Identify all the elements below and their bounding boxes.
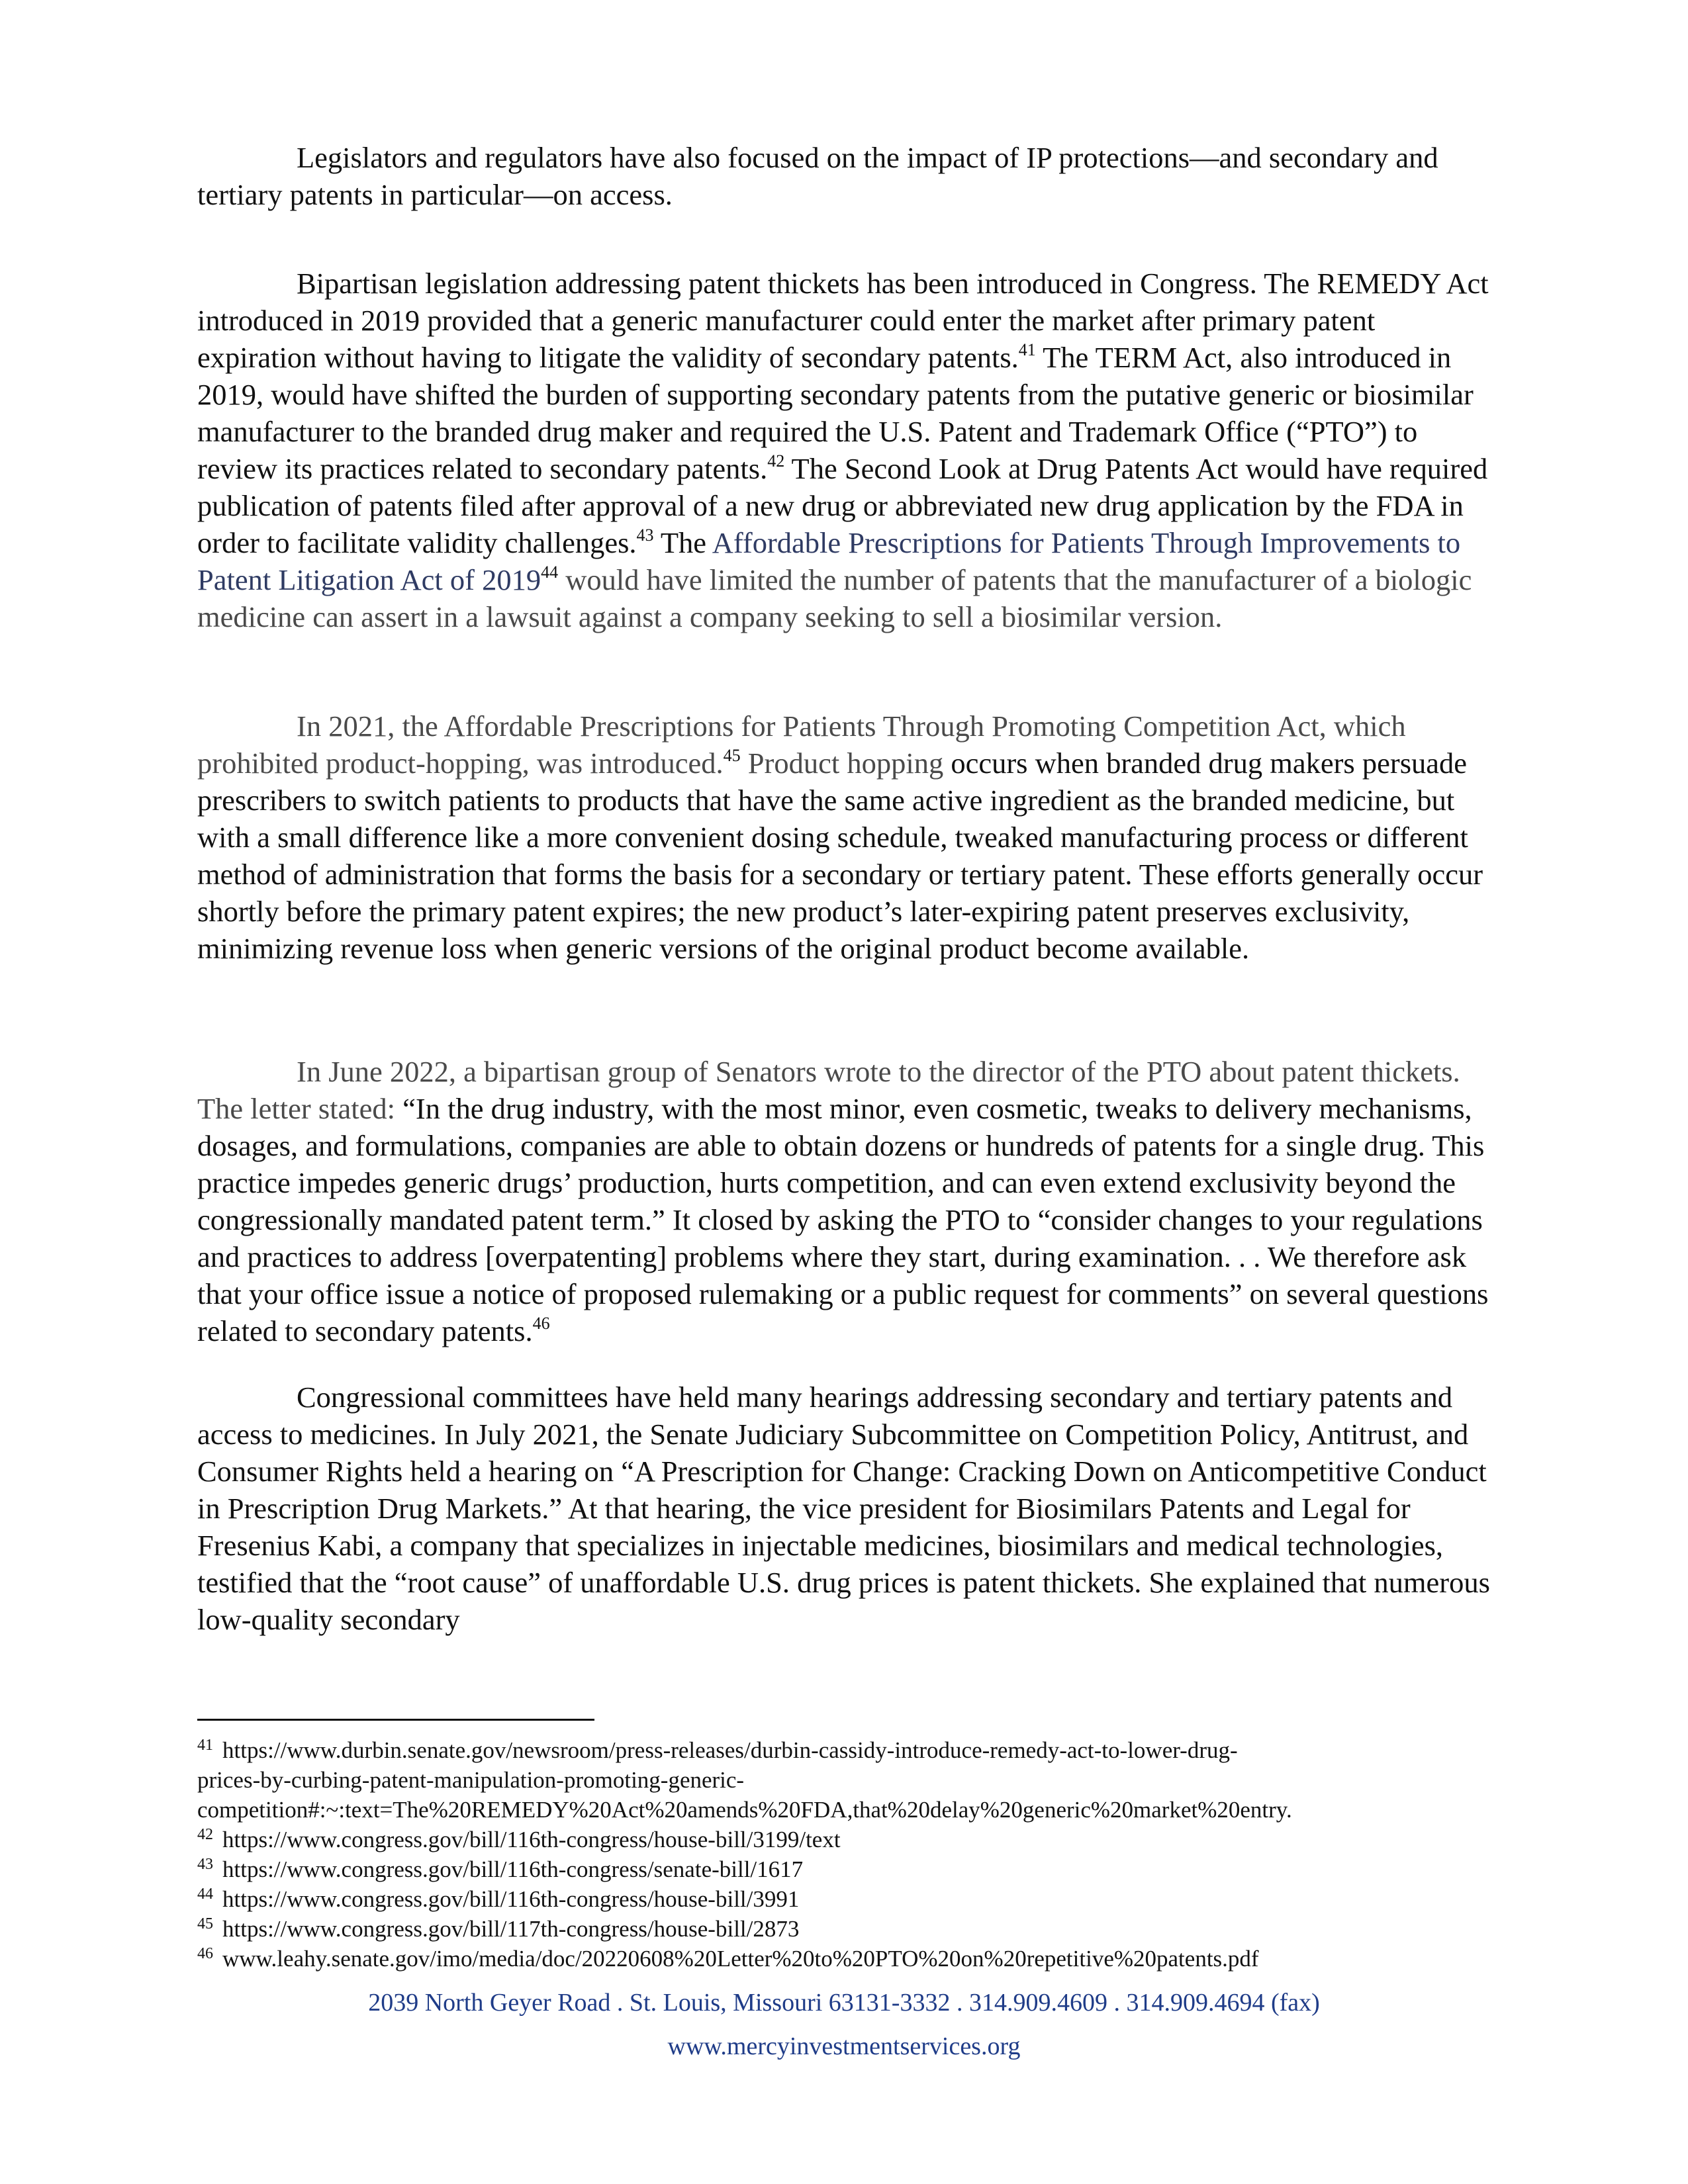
footnote-ref-44[interactable]: 44 bbox=[541, 563, 559, 582]
paragraph-text: The Second Look at Drug Patents Act would have required publication of patents filed after approval of a new drug or abbreviated new drug application by the FDA in order to facilitate validity challenges. bbox=[197, 452, 1488, 559]
footnote-link[interactable]: https://www.congress.gov/bill/117th-congress/house-bill/2873 bbox=[222, 1916, 800, 1942]
paragraph-text: “In the drug industry, with the most minor, even cosmetic, tweaks to delivery mechanisms, dosages, and formulations, companies are able to obtain dozens or hundreds of patents for a single drug. This practice impedes generic drugs’ production, hurts competition, and can even extend exclusivity beyond the congressionally mandated patent term.” It closed by asking the PTO to “consider changes to your regulations and practices to address [overpatenting] problems where they start, during examination. . . We therefore ask that your office issue a notice of proposed rulemaking or a public request for comments” on several questions related to secondary patents. bbox=[197, 1092, 1489, 1347]
footnote-ref-41[interactable]: 41 bbox=[1018, 340, 1036, 359]
act-link[interactable]: Affordable Prescriptions for Patients Through Improvements to Patent Litigation Act of 2019 bbox=[197, 526, 1461, 596]
footnote-link[interactable]: https://www.congress.gov/bill/116th-congress/senate-bill/1617 bbox=[222, 1856, 804, 1882]
paragraph-text: The TERM Act, also introduced in 2019, would have shifted the burden of supporting secondary patents from the putative generic or biosimilar manufacturer to the branded drug maker and required the U.S. Patent and Trademark Office (“PTO”) to review its practices related to secondary patents. bbox=[197, 341, 1474, 485]
footnote-ref-42[interactable]: 42 bbox=[767, 451, 785, 471]
footnotes-section bbox=[197, 1735, 1495, 1974]
footnote-ref-46[interactable]: 46 bbox=[532, 1314, 550, 1333]
footnote-link[interactable]: www.leahy.senate.gov/imo/media/doc/20220608%20Letter%20to%20PTO%20on%20repetitive%20patents.pdf bbox=[222, 1946, 1259, 1972]
paragraph-ip-protections bbox=[197, 139, 1495, 213]
footnote-44: 44 https://www.congress.gov/bill/116th-congress/house-bill/3991 bbox=[197, 1886, 800, 1912]
paragraph-text: Legislators and regulators have also focused on the impact of IP protections—and secondary and tertiary patents in particular—on access. bbox=[197, 141, 1438, 211]
footer-address: 2039 North Geyer Road . St. Louis, Missouri 63131-3332 . 314.909.4609 . 314.909.4694 (fax) bbox=[368, 1989, 1320, 2017]
footnote-link[interactable]: prices-by-curbing-patent-manipulation-promoting-generic- bbox=[197, 1767, 745, 1793]
paragraph-text: The bbox=[653, 526, 712, 559]
paragraph-senators-letter bbox=[197, 1053, 1495, 1349]
paragraph-text: In June 2022, a bipartisan group of Senators wrote to the director of the PTO about patent thickets. The letter stated: bbox=[197, 1055, 1460, 1125]
footnote-link[interactable]: https://www.durbin.senate.gov/newsroom/press-releases/durbin-cassidy-introduce-remedy-act-to-lower-drug- bbox=[222, 1737, 1238, 1763]
footnote-link[interactable]: competition#:~:text=The%20REMEDY%20Act%20amends%20FDA,that%20delay%20generic%20market%20entry. bbox=[197, 1797, 1292, 1823]
footnote-46: 46 www.leahy.senate.gov/imo/media/doc/20220608%20Letter%20to%20PTO%20on%20repetitive%20patents.pdf bbox=[197, 1945, 1259, 1972]
footnote-45: 45 https://www.congress.gov/bill/117th-congress/house-bill/2873 bbox=[197, 1915, 800, 1942]
paragraph-text: would have limited the number of patents that the manufacturer of a biologic medicine can assert in a lawsuit against a company seeking to sell a biosimilar version. bbox=[197, 563, 1472, 633]
footer-website-link[interactable]: www.mercyinvestmentservices.org bbox=[667, 2032, 1021, 2060]
footnote-link[interactable]: https://www.congress.gov/bill/116th-congress/house-bill/3991 bbox=[222, 1886, 800, 1912]
footnote-ref-45[interactable]: 45 bbox=[723, 746, 741, 765]
footnote-link[interactable]: https://www.congress.gov/bill/116th-congress/house-bill/3199/text bbox=[222, 1827, 841, 1852]
footnote-ref-43[interactable]: 43 bbox=[636, 525, 654, 545]
footnote-43: 43 https://www.congress.gov/bill/116th-congress/senate-bill/1617 bbox=[197, 1856, 804, 1882]
paragraph-congressional-hearings bbox=[197, 1379, 1495, 1638]
footnote-divider bbox=[197, 1719, 594, 1721]
paragraph-product-hopping bbox=[197, 707, 1495, 967]
paragraph-text: occurs when branded drug makers persuade prescribers to switch patients to products that have the same active ingredient as the branded medicine, but with a small difference like a more convenient dosing schedule, tweaked manufacturing process or different method of administration that forms the basis for a secondary or tertiary patent. These efforts generally occur shortly before the primary patent expires; the new product’s later-expiring patent preserves exclusivity, minimizing revenue loss when generic versions of the original product become available. bbox=[197, 747, 1483, 965]
paragraph-bipartisan-legislation bbox=[197, 265, 1495, 635]
footnote-42: 42 https://www.congress.gov/bill/116th-congress/house-bill/3199/text bbox=[197, 1826, 841, 1852]
paragraph-text: In 2021, the Affordable Prescriptions for Patients Through Promoting Competition Act, which prohibited product-hopping, was introduced. bbox=[197, 709, 1406, 780]
footnote-41: 41 https://www.durbin.senate.gov/newsroom/press-releases/durbin-cassidy-introduce-remedy-act-to-lower-drug- prices-by-curbing-patent-manipulation-promoting-generic- competition#:~:text=The%20REMEDY%20Act%20amends%20FDA,that%20delay%20generic%20market%20entry. bbox=[197, 1737, 1292, 1823]
paragraph-text: Bipartisan legislation addressing patent thickets has been introduced in Congress. The REMEDY Act introduced in 2019 provided that a generic manufacturer could enter the market after primary patent expiration without having to litigate the validity of secondary patents. bbox=[197, 267, 1489, 374]
paragraph-text: Congressional committees have held many hearings addressing secondary and tertiary patents and access to medicines. In July 2021, the Senate Judiciary Subcommittee on Competition Policy, Antitrust, and Consumer Rights held a hearing on “A Prescription for Change: Cracking Down on Anticompetitive Conduct in Prescription Drug Markets.” At that hearing, the vice president for Biosimilars Patents and Legal for Fresenius Kabi, a company that specializes in injectable medicines, biosimilars and medical technologies, testified that the “root cause” of unaffordable U.S. drug prices is patent thickets. She explained that numerous low-quality secondary bbox=[197, 1381, 1490, 1636]
paragraph-text: Product hopping bbox=[740, 747, 944, 780]
